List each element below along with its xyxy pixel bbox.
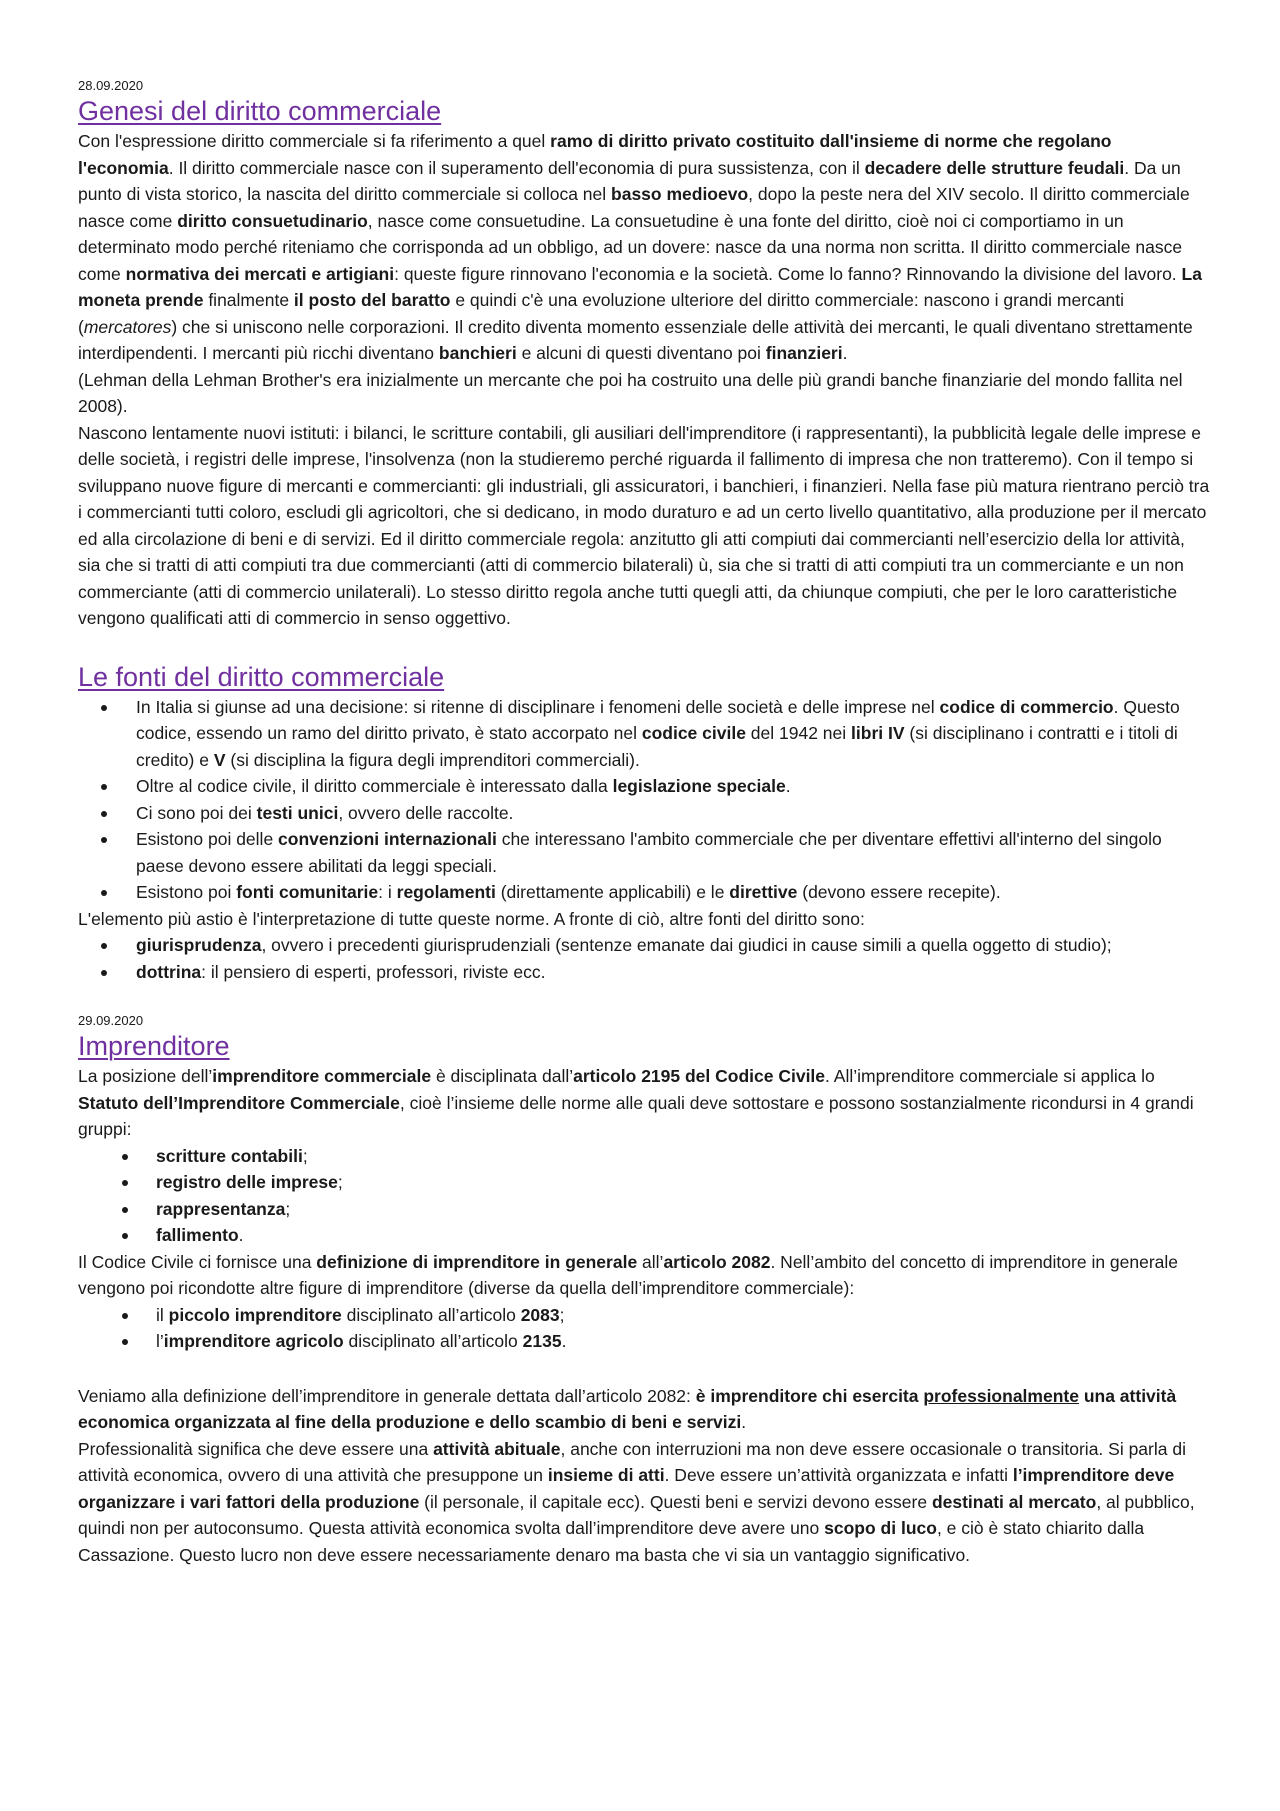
paragraph-interpretazione: L'elemento più astio è l'interpretazione di tutte queste norme. A fronte di ciò, altre fonti del diritto sono: [78, 908, 865, 929]
fonti-list [78, 694, 1210, 906]
section-heading-fonti: Le fonti del diritto commerciale [78, 661, 445, 692]
list-item: Oltre al codice civile, il diritto commerciale è interessato dalla legislazione speciale. [136, 773, 1210, 800]
list-item: il piccolo imprenditore disciplinato all’articolo 2083; [156, 1302, 1210, 1329]
paragraph-definizione-generale: Il Codice Civile ci fornisce una definizione di imprenditore in generale all’articolo 2082. Nell’ambito del concetto di imprenditore in generale vengono poi ricondotte altre figure di imprenditore (diverse da quella dell’imprenditore commerciale): [78, 1251, 1179, 1298]
lecture-date: 28.09.2020 [78, 78, 144, 93]
list-item: Esistono poi fonti comunitarie: i regolamenti (direttamente applicabili) e le direttive (devono essere recepite). [136, 879, 1210, 906]
list-item: l’imprenditore agricolo disciplinato all’articolo 2135. [156, 1328, 1210, 1355]
paragraph-genesi-intro: Con l'espressione diritto commerciale si fa riferimento a quel ramo di diritto privato costituito dall'insieme di norme che regolano l'economia. Il diritto commerciale nasce con il superamento dell'economia di pura sussistenza, con il decadere delle strutture feudali. Da un punto di vista storico, la nascita del diritto commerciale si colloca nel basso medioevo, dopo la peste nera del XIV secolo. Il diritto commerciale nasce come diritto consuetudinario, nasce come consuetudine. La consuetudine è una fonte del diritto, cioè noi ci comportiamo in un determinato modo perché riteniamo che corrisponda ad un obbligo, ad un dovere: nasce da una norma non scritta. Il diritto commerciale nasce come normativa dei mercati e artigiani: queste figure rinnovano l'economia e la società. Come lo fanno? Rinnovando la divisione del lavoro. La moneta prende finalmente il posto del baratto e quindi c'è una evoluzione ulteriore del diritto commerciale: nascono i grandi mercanti (mercatores) che si uniscono nelle corporazioni. Il credito diventa momento essenziale delle attività dei mercanti, le quali diventano strettamente interdipendenti. I mercanti più ricchi diventano banchieri e alcuni di questi diventano poi finanzieri. [78, 131, 1202, 363]
paragraph-lehman-note: (Lehman della Lehman Brother's era inizialmente un mercante che poi ha costruito una delle più grandi banche finanziarie del mondo fallita nel 2008). [78, 369, 1183, 416]
list-item: registro delle imprese; [156, 1169, 1210, 1196]
list-item: Ci sono poi dei testi unici, ovvero delle raccolte. [136, 800, 1210, 827]
paragraph-professionalita: Professionalità significa che deve essere una attività abituale, anche con interruzioni ma non deve essere occasionale o transitoria. Si parla di attività economica, ovvero di una attività che presuppone un insieme di atti. Deve essere un’attività organizzata e infatti l’imprenditore deve organizzare i vari fattori della produzione (il personale, il capitale ecc). Questi beni e servizi devono essere destinati al mercato, al pubblico, quindi non per autoconsumo. Questa attività economica svolta dall’imprenditore deve avere uno scopo di luco, e ciò è stato chiarito dalla Cassazione. Questo lucro non deve essere necessariamente denaro ma basta che vi sia un vantaggio significativo. [78, 1438, 1195, 1565]
list-item: dottrina: il pensiero di esperti, professori, riviste ecc. [136, 959, 1210, 986]
paragraph-nuovi-istituti: Nascono lentamente nuovi istituti: i bilanci, le scritture contabili, gli ausiliari dell'imprenditore (i rappresentanti), la pubblicità legale delle imprese e delle società, i registri delle imprese, l'insolvenza (non la studieremo perché riguarda il fallimento di impresa che non tratteremo). Con il tempo si sviluppano nuove figure di mercanti e commercianti: gli industriali, gli assicuratori, i banchieri, i finanzieri. Nella fase più matura rientrano perciò tra i commercianti tutti coloro, escludi gli agricoltori, che si dedicano, in modo duraturo e ad un certo livello quantitativo, alla produzione per il mercato ed alla circolazione di beni e di servizi. Ed il diritto commerciale regola: anzitutto gli atti compiuti dai commercianti nell’esercizio della lor attività, sia che si tratti di atti compiuti tra due commercianti (atti di commercio bilaterali) ù, sia che si tratti di atti compiuti tra un commerciante e un non commerciante (atti di commercio unilaterali). Lo stesso diritto regola anche tutti quegli atti, da chiunque compiuti, che per le loro caratteristiche vengono qualificati atti di commercio in senso oggettivo. [78, 422, 1210, 628]
list-item: rappresentanza; [156, 1196, 1210, 1223]
statuto-groups-list [78, 1143, 1210, 1249]
list-item: scritture contabili; [156, 1143, 1210, 1170]
list-item: In Italia si giunse ad una decisione: si ritenne di disciplinare i fenomeni delle società e delle imprese nel codice di commercio. Questo codice, essendo un ramo del diritto privato, è stato accorpato nel codice civile del 1942 nei libri IV (si disciplinano i contratti e i titoli di credito) e V (si disciplina la figura degli imprenditori commerciali). [136, 694, 1210, 774]
list-item: Esistono poi delle convenzioni internazionali che interessano l'ambito commerciale che per diventare effettivi all'interno del singolo paese devono essere abilitati da leggi speciali. [136, 826, 1210, 879]
altre-figure-list [78, 1302, 1210, 1355]
lecture-date: 29.09.2020 [78, 1013, 144, 1028]
list-item: giurisprudenza, ovvero i precedenti giurisprudenziali (sentenze emanate dai giudici in cause simili a quella oggetto di studio); [136, 932, 1210, 959]
section-heading-genesi: Genesi del diritto commerciale [78, 96, 442, 126]
paragraph-imprenditore-commerciale: La posizione dell’imprenditore commerciale è disciplinata dall’articolo 2195 del Codice Civile. All’imprenditore commerciale si applica lo Statuto dell’Imprenditore Commerciale, cioè l’insieme delle norme alle quali deve sottostare e possono sostanzialmente ricondursi in 4 grandi gruppi: [78, 1066, 1194, 1139]
altre-fonti-list [78, 932, 1210, 985]
paragraph-articolo-2082: Veniamo alla definizione dell’imprenditore in generale dettata dall’articolo 2082: è imprenditore chi esercita professionalmente una attività economica organizzata al fine della produzione e dello scambio di beni e servizi. [78, 1385, 1177, 1432]
section-heading-imprenditore: Imprenditore [78, 1031, 230, 1061]
list-item: fallimento. [156, 1222, 1210, 1249]
